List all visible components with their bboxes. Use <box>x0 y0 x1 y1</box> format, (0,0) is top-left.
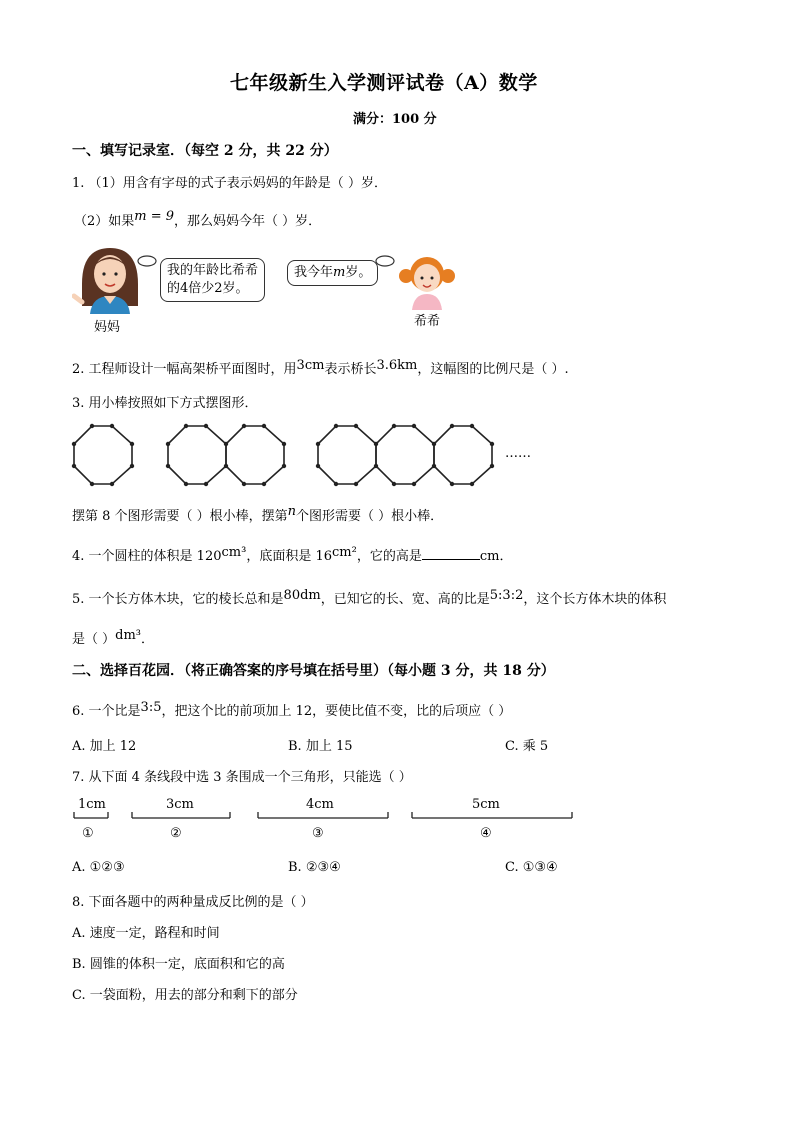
question-6-pre: 6. 一个比是 <box>72 704 141 719</box>
girl-bubble-post: 岁。 <box>345 265 372 280</box>
question-2-pre: 2. 工程师设计一幅高架桥平面图时，用 <box>72 362 297 377</box>
question-8-option-b: B. 圆锥的体积一定，底面积和它的高 <box>72 957 285 972</box>
question-1b-pre: （2）如果 <box>74 214 135 229</box>
full-score: 满分：100 分 <box>353 112 437 127</box>
unit-dm3: dm³ <box>115 628 142 643</box>
question-4-post2: cm． <box>479 549 513 564</box>
question-5-post: ，这个长方体木块的体积 <box>523 592 667 607</box>
segment-1-line <box>74 812 108 818</box>
question-8-option-c: C. 一袋面粉，用去的部分和剩下的部分 <box>72 988 298 1003</box>
question-7: 7. 从下面 4 条线段中选 3 条围成一个三角形，只能选（ ） <box>72 770 412 785</box>
question-2-mid: 表示桥长 <box>324 362 377 377</box>
question-6 <box>72 700 511 719</box>
segment-4-number: ④ <box>480 826 492 841</box>
page-title: 七年级新生入学测评试卷（A）数学 <box>230 72 538 94</box>
question-7-option-b: B. ②③④ <box>288 860 341 875</box>
segment-3-line <box>258 812 388 818</box>
question-3: 3. 用小棒按照如下方式摆图形． <box>72 396 258 411</box>
mom-speech-bubble <box>160 258 265 302</box>
question-1b-post: ，那么妈妈今年（ ）岁． <box>174 214 322 229</box>
question-1b <box>74 210 321 229</box>
math-n: n <box>287 504 297 519</box>
unit-cm3: cm³ <box>221 545 247 560</box>
mom-thought-bubble-icon <box>136 254 158 268</box>
question-5 <box>72 588 666 607</box>
question-4-pre: 4. 一个圆柱的体积是 120 <box>72 549 222 564</box>
section-1-heading: 一、填写记录室．（每空 2 分，共 22 分） <box>72 143 338 159</box>
segment-4-length: 5cm <box>472 797 500 812</box>
octagon-pattern-lines <box>74 426 492 484</box>
question-5-pre: 5. 一个长方体木块，它的棱长总和是 <box>72 592 284 607</box>
question-5b <box>72 628 154 647</box>
segment-2-length: 3cm <box>166 797 194 812</box>
math-3cm: 3cm <box>296 358 325 373</box>
mom-bubble-line2: 的4倍少2岁。 <box>167 281 249 296</box>
question-5b-post: ． <box>141 632 155 647</box>
math-80dm: 80dm <box>283 588 321 603</box>
girl-bubble-var: m <box>333 265 346 280</box>
math-ratio-5-3-2: 5:3:2 <box>489 588 524 603</box>
octagon-pattern-figure <box>68 420 538 490</box>
question-3b-post: 个图形需要（ ）根小棒． <box>296 509 444 524</box>
question-2-post: ，这幅图的比例尺是（ ）. <box>417 362 569 377</box>
pattern-ellipsis: …… <box>505 446 531 461</box>
question-3b-pre: 摆第 8 个图形需要（ ）根小棒，摆第 <box>72 509 288 524</box>
segment-1-number: ① <box>82 826 94 841</box>
question-4-post1: ，它的高是 <box>356 549 422 564</box>
mom-bubble-line1: 我的年龄比希希 <box>167 263 259 278</box>
math-ratio-3-5: 3:5 <box>140 700 162 715</box>
question-5b-pre: 是（ ） <box>72 632 116 647</box>
octagon-pattern-vertices <box>72 424 494 486</box>
girl-label: 希希 <box>414 314 441 329</box>
question-8-option-a: A. 速度一定，路程和时间 <box>72 926 220 941</box>
question-4-mid: ，底面积是 16 <box>246 549 332 564</box>
question-3b <box>72 505 443 524</box>
girl-speech-bubble <box>287 260 378 286</box>
segment-4-line <box>412 812 572 818</box>
math-m-equals-9: m = 9 <box>134 209 175 224</box>
segment-2-line <box>132 812 230 818</box>
section-2-heading: 二、选择百花园．（将正确答案的序号填在括号里）（每小题 3 分，共 18 分） <box>72 663 555 679</box>
question-6-option-c: C. 乘 5 <box>505 739 549 754</box>
question-1a: 1. （1）用含有字母的式子表示妈妈的年龄是（ ）岁． <box>72 176 387 191</box>
question-5-mid: ，已知它的长、宽、高的比是 <box>320 592 490 607</box>
question-7-option-c: C. ①③④ <box>505 860 558 875</box>
segment-2-number: ② <box>170 826 182 841</box>
question-7-option-a: A. ①②③ <box>72 860 125 875</box>
question-6-post: ，把这个比的前项加上 12，要使比值不变，比的后项应（ ） <box>161 704 512 719</box>
girl-thought-bubble-icon <box>374 254 396 268</box>
girl-illustration <box>398 252 456 310</box>
girl-bubble-pre: 我今年 <box>294 265 334 280</box>
segment-1-length: 1cm <box>78 797 106 812</box>
question-4 <box>72 545 512 564</box>
unit-cm2: cm² <box>332 545 357 560</box>
math-3-6km: 3.6km <box>376 358 418 373</box>
mom-label: 妈妈 <box>94 320 121 335</box>
question-8: 8. 下面各题中的两种量成反比例的是（ ） <box>72 895 314 910</box>
question-6-option-a: A. 加上 12 <box>72 739 137 754</box>
line-segments-figure <box>70 808 580 822</box>
answer-blank <box>422 547 480 560</box>
segment-3-length: 4cm <box>306 797 334 812</box>
question-2 <box>72 358 569 377</box>
segment-3-number: ③ <box>312 826 324 841</box>
question-6-option-b: B. 加上 15 <box>288 739 353 754</box>
